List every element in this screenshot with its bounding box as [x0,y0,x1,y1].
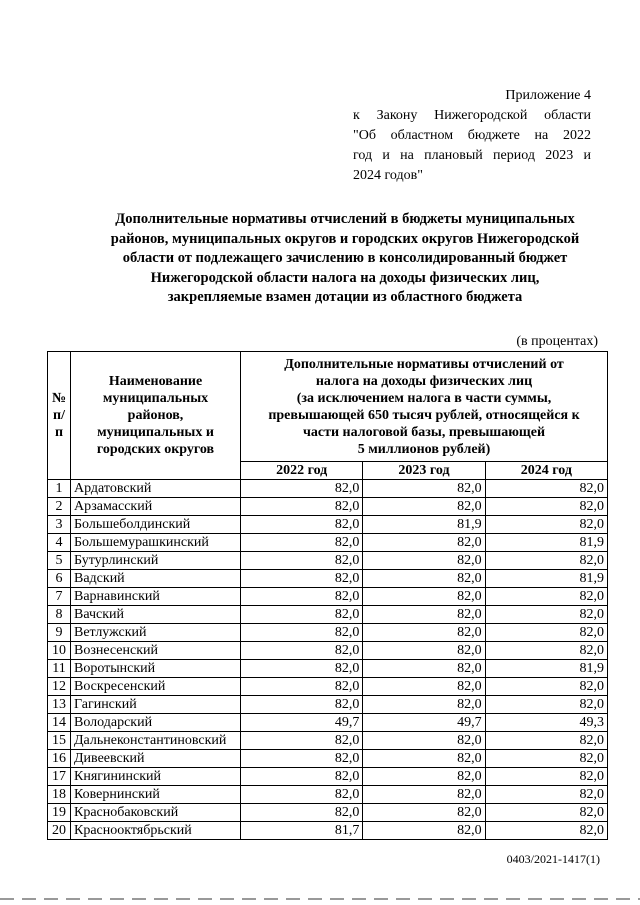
value-2024: 82,0 [485,642,607,660]
row-number: 13 [48,696,71,714]
municipality-name: Краснобаковский [71,804,241,822]
row-number: 6 [48,570,71,588]
value-2023: 82,0 [363,822,485,840]
municipality-name: Володарский [71,714,241,732]
table-row [48,786,608,804]
municipality-name: Краснооктябрьский [71,822,241,840]
title-line: Дополнительные нормативы отчислений в бюджеты муниципальных [115,211,575,227]
row-number: 16 [48,750,71,768]
row-number: 7 [48,588,71,606]
value-2023: 82,0 [363,678,485,696]
appendix-law-line: к Закону Нижегородской области [353,108,591,123]
value-2023: 82,0 [363,552,485,570]
value-2024: 82,0 [485,516,607,534]
header-name: Наименование муниципальных районов, муниципальных и городских округов [71,352,241,480]
table-row [48,552,608,570]
table-row [48,822,608,840]
value-2024: 82,0 [485,624,607,642]
appendix-number: Приложение 4 [505,88,591,103]
value-2023: 82,0 [363,570,485,588]
table-row [48,750,608,768]
unit-label: (в процентах) [516,334,598,349]
municipality-name: Варнавинский [71,588,241,606]
value-2023: 82,0 [363,588,485,606]
value-2022: 81,7 [241,822,363,840]
row-number: 10 [48,642,71,660]
row-number: 20 [48,822,71,840]
norms-table [47,351,608,840]
appendix-law-line: 2024 годов" [353,168,423,183]
value-2024: 82,0 [485,552,607,570]
row-number: 19 [48,804,71,822]
table-row [48,732,608,750]
row-number: 4 [48,534,71,552]
table-row [48,606,608,624]
row-number: 15 [48,732,71,750]
header-norms-line: (за исключением налога в части суммы, [296,390,552,406]
value-2024: 82,0 [485,750,607,768]
municipality-name: Ардатовский [71,480,241,498]
header-norms-line: части налоговой базы, превышающей [302,424,546,440]
value-2022: 82,0 [241,570,363,588]
value-2022: 49,7 [241,714,363,732]
row-number: 14 [48,714,71,732]
value-2022: 82,0 [241,696,363,714]
table-row [48,480,608,498]
row-number: 8 [48,606,71,624]
municipality-name: Дивеевский [71,750,241,768]
value-2022: 82,0 [241,642,363,660]
row-number: 5 [48,552,71,570]
value-2024: 82,0 [485,678,607,696]
document-title [80,210,610,308]
value-2023: 82,0 [363,804,485,822]
value-2022: 82,0 [241,732,363,750]
municipality-name: Вадский [71,570,241,588]
header-norms-line: 5 миллионов рублей) [357,441,491,457]
header-norms-line: Дополнительные нормативы отчислений от [284,356,564,372]
header-norms [241,352,608,462]
header-number: № п/п [48,352,71,480]
municipality-name: Воротынский [71,660,241,678]
appendix-header [353,86,591,186]
value-2023: 82,0 [363,696,485,714]
municipality-name: Ковернинский [71,786,241,804]
value-2024: 81,9 [485,660,607,678]
row-number: 11 [48,660,71,678]
municipality-name: Вачский [71,606,241,624]
value-2024: 82,0 [485,768,607,786]
value-2023: 82,0 [363,480,485,498]
table-row [48,516,608,534]
header-norms-line: превышающей 650 тысяч рублей, относящейся к [268,407,580,423]
value-2024: 82,0 [485,480,607,498]
value-2022: 82,0 [241,606,363,624]
row-number: 12 [48,678,71,696]
municipality-name: Бутурлинский [71,552,241,570]
municipality-name: Воскресенский [71,678,241,696]
document-code: 0403/2021-1417(1) [506,852,600,866]
value-2023: 82,0 [363,660,485,678]
value-2024: 82,0 [485,588,607,606]
title-line: районов, муниципальных округов и городских округов Нижегородской [110,230,580,247]
table-row [48,498,608,516]
value-2023: 82,0 [363,606,485,624]
row-number: 9 [48,624,71,642]
appendix-law-line: "Об областном бюджете на 2022 [353,128,591,143]
value-2023: 82,0 [363,750,485,768]
table-row [48,804,608,822]
header-norms-line: налога на доходы физических лиц [315,373,533,389]
table-row [48,714,608,732]
value-2024: 82,0 [485,606,607,624]
value-2022: 82,0 [241,480,363,498]
header-year-2022: 2022 год [241,462,363,480]
title-line: закрепляемые взамен дотации из областного бюджета [167,289,523,305]
municipality-name: Арзамасский [71,498,241,516]
row-number: 2 [48,498,71,516]
value-2022: 82,0 [241,516,363,534]
value-2023: 49,7 [363,714,485,732]
value-2024: 82,0 [485,786,607,804]
municipality-name: Вознесенский [71,642,241,660]
value-2024: 82,0 [485,696,607,714]
value-2022: 82,0 [241,786,363,804]
value-2022: 82,0 [241,678,363,696]
row-number: 1 [48,480,71,498]
municipality-name: Большеболдинский [71,516,241,534]
table-row [48,678,608,696]
value-2023: 82,0 [363,534,485,552]
value-2023: 82,0 [363,498,485,516]
value-2022: 82,0 [241,552,363,570]
appendix-law-line: год и на плановый период 2023 и [353,148,591,163]
value-2022: 82,0 [241,588,363,606]
header-year-2023: 2023 год [363,462,485,480]
municipality-name: Княгининский [71,768,241,786]
value-2022: 82,0 [241,768,363,786]
value-2024: 81,9 [485,534,607,552]
value-2022: 82,0 [241,750,363,768]
table-row [48,768,608,786]
value-2023: 82,0 [363,624,485,642]
table-row [48,570,608,588]
value-2022: 82,0 [241,624,363,642]
table-row [48,642,608,660]
table-row [48,588,608,606]
row-number: 18 [48,786,71,804]
value-2024: 82,0 [485,732,607,750]
value-2022: 82,0 [241,498,363,516]
value-2022: 82,0 [241,804,363,822]
row-number: 17 [48,768,71,786]
value-2023: 82,0 [363,732,485,750]
value-2023: 81,9 [363,516,485,534]
scan-artifact-line [0,898,640,900]
value-2024: 82,0 [485,804,607,822]
value-2022: 82,0 [241,660,363,678]
value-2023: 82,0 [363,642,485,660]
value-2022: 82,0 [241,534,363,552]
value-2024: 49,3 [485,714,607,732]
table-row [48,660,608,678]
table-row [48,696,608,714]
municipality-name: Большемурашкинский [71,534,241,552]
row-number: 3 [48,516,71,534]
municipality-name: Ветлужский [71,624,241,642]
value-2023: 82,0 [363,768,485,786]
value-2024: 82,0 [485,498,607,516]
value-2024: 82,0 [485,822,607,840]
table-row [48,534,608,552]
title-line: области от подлежащего зачислению в консолидированный бюджет [122,250,568,266]
table-row [48,624,608,642]
municipality-name: Гагинский [71,696,241,714]
value-2024: 81,9 [485,570,607,588]
header-year-2024: 2024 год [485,462,607,480]
municipality-name: Дальнеконстантиновский [71,732,241,750]
title-line: Нижегородской области налога на доходы физических лиц, [150,269,540,286]
value-2023: 82,0 [363,786,485,804]
